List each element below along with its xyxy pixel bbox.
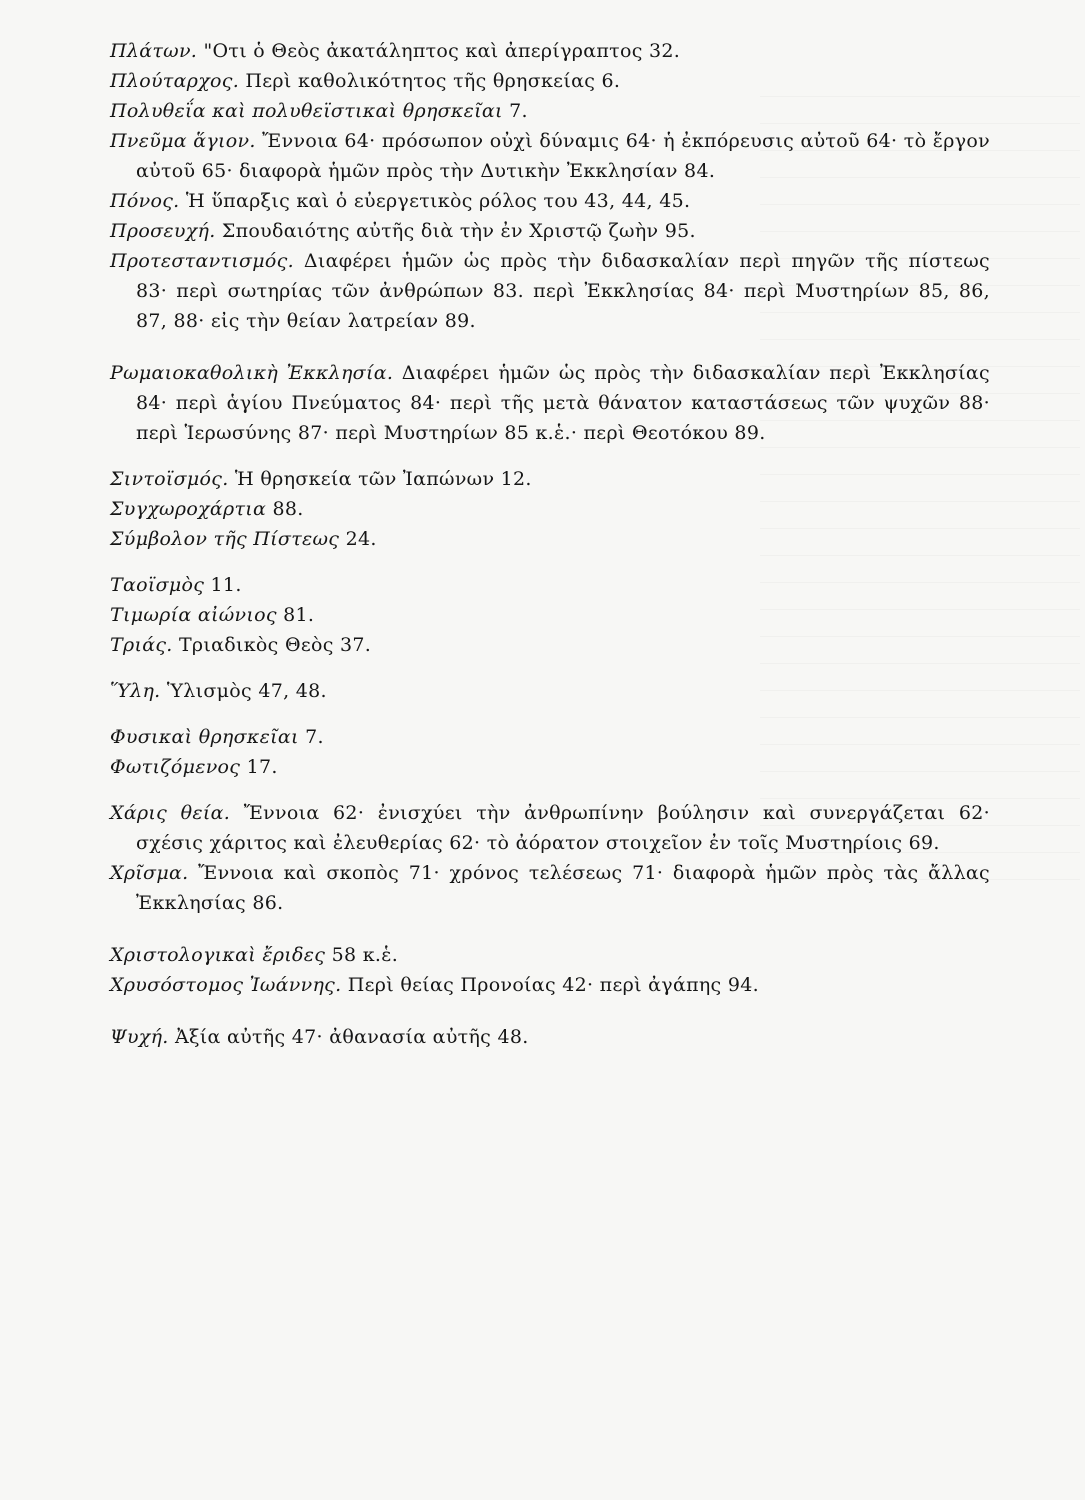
index-refs: Διαφέρει ἡμῶν ὡς πρὸς τὴν διδασκαλίαν περὶ πηγῶν τῆς πίστεως 83· περὶ σωτηρίας τῶν ἀνθρώπων 83. περὶ Ἐκκλησίας 84· περὶ Μυστηρίων 85, 86, 87, 88· εἰς τὴν θείαν λατρείαν 89. xyxy=(136,250,990,332)
index-entry xyxy=(110,970,990,1000)
index-entry xyxy=(110,940,990,970)
index-refs: 7. xyxy=(298,726,324,748)
index-entry xyxy=(110,464,990,494)
index-refs: Περὶ καθολικότητος τῆς θρησκείας 6. xyxy=(239,70,621,92)
index-entry xyxy=(110,494,990,524)
index-term: Σύμβολον τῆς Πίστεως xyxy=(110,528,340,550)
index-entry xyxy=(110,676,990,706)
index-entry xyxy=(110,216,990,246)
index-entry xyxy=(110,858,990,918)
index-entry xyxy=(110,246,990,336)
index-term: Χρυσόστομος Ἰωάννης. xyxy=(110,974,342,996)
index-list xyxy=(110,36,990,1052)
index-term: Πλάτων. xyxy=(110,40,198,62)
index-refs: Περὶ θείας Προνοίας 42· περὶ ἀγάπης 94. xyxy=(341,974,759,996)
index-term: Φυσικαὶ θρησκεῖαι xyxy=(110,726,299,748)
index-term: Προσευχή. xyxy=(110,220,216,242)
index-refs: 88. xyxy=(266,498,304,520)
index-refs: 24. xyxy=(339,528,377,550)
index-term: Πλούταρχος. xyxy=(110,70,240,92)
index-refs: 58 κ.ἑ. xyxy=(325,944,399,966)
index-term: Συγχωροχάρτια xyxy=(110,498,267,520)
index-term: Φωτιζόμενος xyxy=(110,756,241,778)
index-refs: Ἔννοια 62· ἐνισχύει τὴν ἀνθρωπίνην βούλησιν καὶ συνεργάζεται 62· σχέσις χάριτος καὶ ἐλευθερίας 62· τὸ ἀόρατον στοιχεῖον ἐν τοῖς Μυστηρίοις 69. xyxy=(136,802,990,854)
index-term: Ψυχή. xyxy=(110,1026,169,1048)
index-term: Χρῖσμα. xyxy=(110,862,189,884)
index-term: Ὕλη. xyxy=(110,680,161,702)
index-term: Προτεσταντισμός. xyxy=(110,250,294,272)
index-refs: Ὑλισμὸς 47, 48. xyxy=(160,680,327,702)
index-refs: Ἔννοια καὶ σκοπὸς 71· χρόνος τελέσεως 71· διαφορὰ ἡμῶν πρὸς τὰς ἄλλας Ἐκκλησίας 86. xyxy=(136,862,990,914)
index-term: Πνεῦμα ἅγιον. xyxy=(110,130,256,152)
index-entry xyxy=(110,1022,990,1052)
index-entry xyxy=(110,752,990,782)
index-refs: Σπουδαιότης αὐτῆς διὰ τὴν ἐν Χριστῷ ζωὴν 95. xyxy=(215,220,696,242)
index-refs: Τριαδικὸς Θεὸς 37. xyxy=(172,634,372,656)
index-term: Σιντοϊσμός. xyxy=(110,468,229,490)
index-term: Ρωμαιοκαθολικὴ Ἐκκλησία. xyxy=(110,362,394,384)
index-entry xyxy=(110,630,990,660)
index-entry xyxy=(110,96,990,126)
index-entry xyxy=(110,722,990,752)
index-refs: 11. xyxy=(204,574,242,596)
index-term: Πόνος. xyxy=(110,190,180,212)
index-term: Τιμωρία αἰώνιος xyxy=(110,604,277,626)
index-entry xyxy=(110,126,990,186)
index-term: Πολυθεΐα καὶ πολυθεϊστικαὶ θρησκεῖαι xyxy=(110,100,503,122)
index-term: Ταοϊσμὸς xyxy=(110,574,205,596)
index-refs: Ἔννοια 64· πρόσωπον οὐχὶ δύναμις 64· ἡ ἐκπόρευσις αὐτοῦ 64· τὸ ἔργον αὐτοῦ 65· διαφορὰ ἡμῶν πρὸς τὴν Δυτικὴν Ἐκκλησίαν 84. xyxy=(136,130,990,182)
index-refs: Διαφέρει ἡμῶν ὡς πρὸς τὴν διδασκαλίαν περὶ Ἐκκλησίας 84· περὶ ἁγίου Πνεύματος 84· περὶ τῆς μετὰ θάνατον καταστάσεως τῶν ψυχῶν 88· περὶ Ἱερωσύνης 87· περὶ Μυστηρίων 85 κ.ἑ.· περὶ Θεοτόκου 89. xyxy=(136,362,990,444)
index-entry xyxy=(110,524,990,554)
index-term: Τριάς. xyxy=(110,634,173,656)
index-entry xyxy=(110,358,990,448)
index-entry xyxy=(110,36,990,66)
index-entry xyxy=(110,798,990,858)
index-refs: 7. xyxy=(502,100,528,122)
index-entry xyxy=(110,570,990,600)
index-term: Χάρις θεία. xyxy=(110,802,231,824)
index-refs: 17. xyxy=(240,756,278,778)
index-refs: "Οτι ὁ Θεὸς ἀκατάληπτος καὶ ἀπερίγραπτος 32. xyxy=(197,40,681,62)
index-entry xyxy=(110,66,990,96)
index-refs: Ἡ θρησκεία τῶν Ἰαπώνων 12. xyxy=(228,468,532,490)
index-entry xyxy=(110,600,990,630)
index-refs: 81. xyxy=(276,604,315,626)
index-term: Χριστολογικαὶ ἔριδες xyxy=(110,944,326,966)
index-refs: Ἡ ὕπαρξις καὶ ὁ εὐεργετικὸς ρόλος του 43, 44, 45. xyxy=(179,190,691,212)
index-refs: Ἀξία αὐτῆς 47· ἀθανασία αὐτῆς 48. xyxy=(168,1026,529,1048)
index-entry xyxy=(110,186,990,216)
